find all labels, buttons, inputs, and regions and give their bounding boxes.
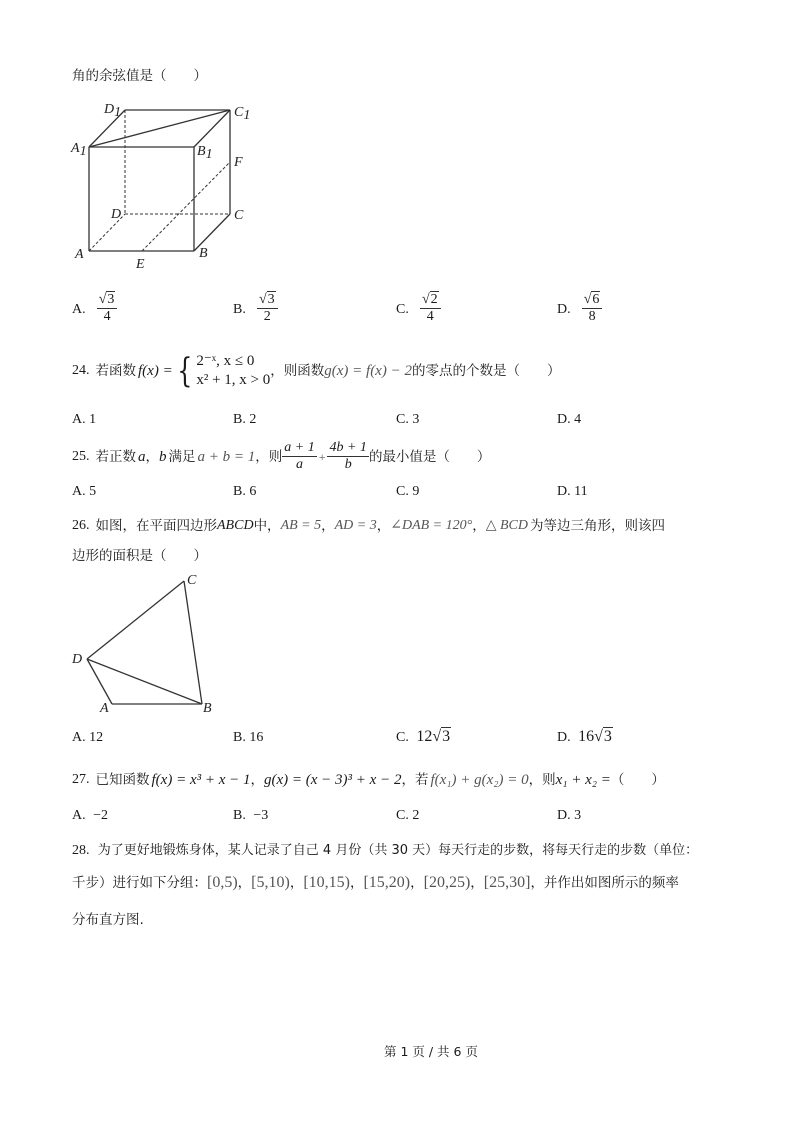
q23-option-b[interactable]: B. $\frac{√3}{2}$ — [233, 292, 278, 325]
label-C1: C1 — [234, 105, 251, 123]
q23-option-c[interactable]: C. $\frac{√2}{4}$ — [396, 292, 441, 325]
label-C: C — [187, 573, 197, 588]
label-B: B — [203, 701, 212, 716]
q25-option-d[interactable]: D. 11 — [557, 484, 588, 499]
label-A: A — [75, 247, 84, 262]
label-D: D — [72, 652, 83, 667]
quadrilateral-figure — [60, 565, 230, 725]
q27-option-b[interactable]: B. −3 — [233, 808, 269, 823]
label-F: F — [234, 155, 243, 170]
q27-question: 27. 已知函数 f(x) = x³ + x − 1 ， g(x) = (x − 3)³ + x − 2 ，若 f(x₁) + g(x₂) = 0 ，则 x₁ + x₂ = （ ） — [72, 772, 665, 788]
q28-question-line2: 千步）进行如下分组： [0,5) ， [5,10) ， [10,15) ， [15,20) ， [20,25) ， [25,30] ，并作出如图所示的频率 — [72, 874, 679, 891]
q24-option-b[interactable]: B. 2 — [233, 412, 257, 427]
q26-option-c[interactable]: C. 12√3 — [396, 728, 451, 745]
label-D1: D1 — [104, 102, 122, 120]
label-B: B — [199, 246, 208, 261]
label-B1: B1 — [197, 144, 213, 162]
q24-question: 24. 若函数 f(x) = { 2⁻ˣ, x ≤ 0 x² + 1, x > 0 ，则函数 g(x) = f(x) − 2 的零点的个数是（ ） — [72, 351, 561, 391]
q25-option-a[interactable]: A. 5 — [72, 484, 97, 499]
q26-option-d[interactable]: D. 16√3 — [557, 728, 612, 745]
q26-question-line2: 边形的面积是（ ） — [72, 548, 207, 564]
label-E: E — [136, 257, 145, 272]
q23-option-d[interactable]: D. $\frac{√6}{8}$ — [557, 292, 602, 325]
q28-question-line3: 分布直方图. — [72, 912, 144, 928]
q27-option-d[interactable]: D. 3 — [557, 808, 582, 823]
q23-question-tail: 角的余弦值是（ ） — [72, 68, 207, 84]
q24-option-c[interactable]: C. 3 — [396, 412, 420, 427]
label-A: A — [100, 701, 109, 716]
label-C: C — [234, 208, 244, 223]
cube-figure — [60, 95, 260, 275]
q24-option-d[interactable]: D. 4 — [557, 412, 582, 427]
label-A1: A1 — [71, 141, 87, 159]
q26-option-b[interactable]: B. 16 — [233, 730, 264, 745]
page-number: 第 1 页 / 共 6 页 — [384, 1044, 478, 1059]
q28-question-line1: 28. 为了更好地锻炼身体，某人记录了自己 4 月份（共 30 天）每天行走的步数，将每天行走的步数（单位： — [72, 843, 699, 858]
q25-option-c[interactable]: C. 9 — [396, 484, 420, 499]
q27-option-a[interactable]: A. −2 — [72, 808, 109, 823]
q23-option-a[interactable]: A. $\frac{√3}{4}$ — [72, 292, 117, 325]
q26-option-a[interactable]: A. 12 — [72, 730, 104, 745]
q25-question: 25. 若正数 a ， b 满足 a + b = 1 ，则 $\frac{a + 1}{a}$ + $\frac{4b + 1}{b}$ 的最小值是（ ） — [72, 440, 491, 472]
label-D: D — [111, 207, 122, 222]
q26-question: 26. 如图，在平面四边形 ABCD 中， AB = 5 ， AD = 3 ， ∠DAB = 120° ， △ BCD 为等边三角形，则该四 — [72, 518, 666, 534]
q27-option-c[interactable]: C. 2 — [396, 808, 420, 823]
q25-option-b[interactable]: B. 6 — [233, 484, 257, 499]
q24-option-a[interactable]: A. 1 — [72, 412, 97, 427]
